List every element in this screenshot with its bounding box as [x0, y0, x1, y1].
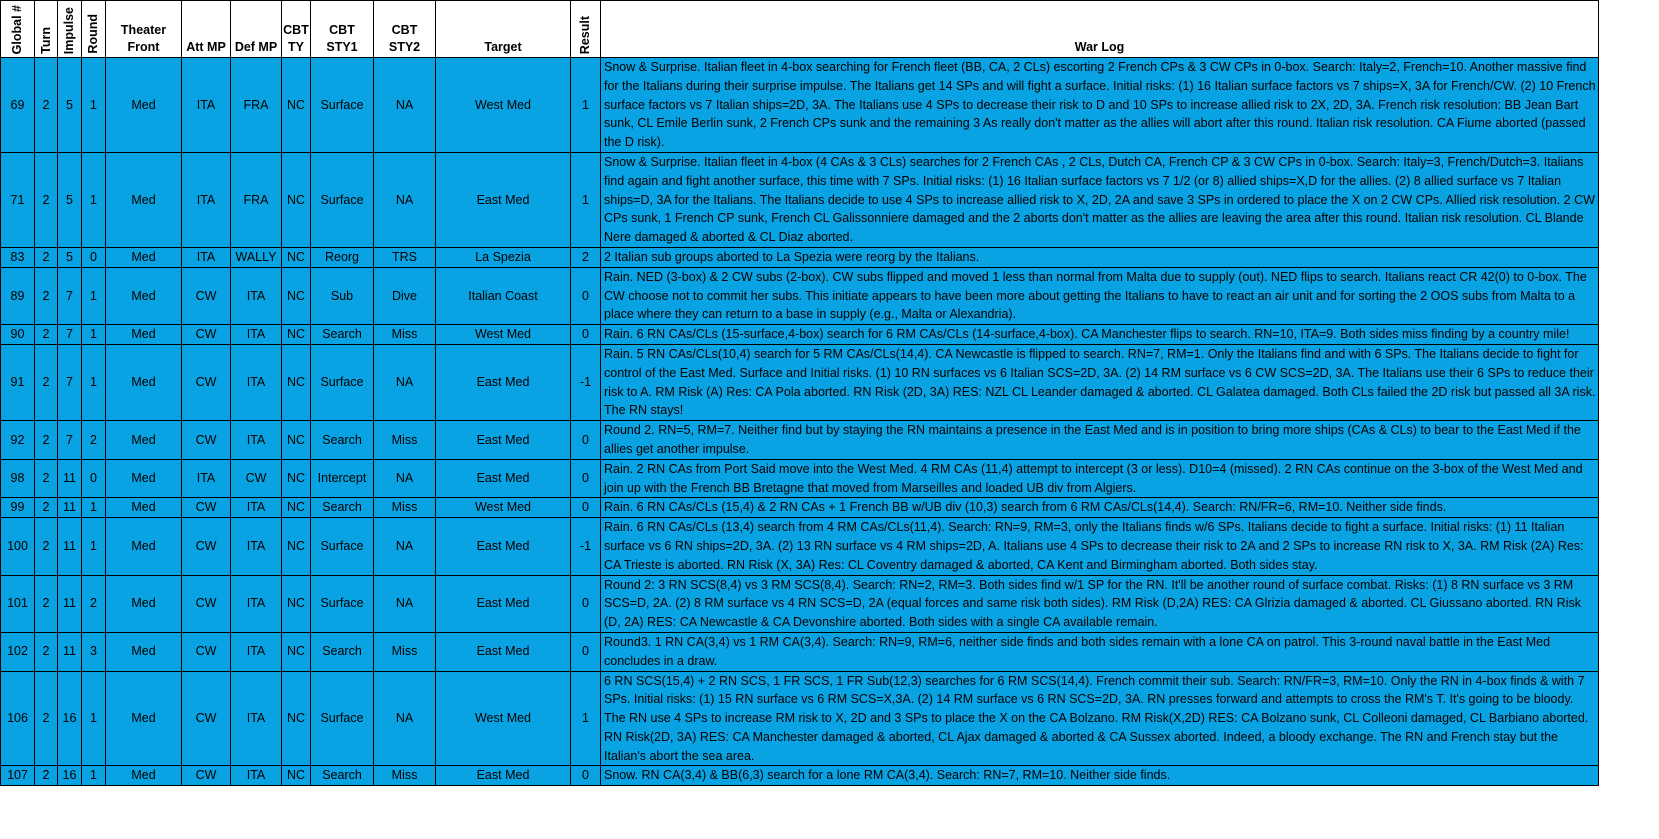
cell-result: 0: [571, 459, 601, 498]
cell-turn: 2: [35, 325, 58, 345]
cell-round: 1: [82, 766, 106, 786]
cell-cbt-sty2: NA: [374, 575, 436, 632]
header-target: Target: [436, 1, 571, 58]
cell-global: 69: [1, 58, 35, 153]
cell-global: 101: [1, 575, 35, 632]
cell-att-mp: CW: [182, 518, 231, 575]
cell-impulse: 11: [58, 498, 82, 518]
table-row: [1, 267, 1599, 324]
cell-target: West Med: [436, 58, 571, 153]
cell-round: 1: [82, 518, 106, 575]
cell-turn: 2: [35, 344, 58, 420]
cell-target: East Med: [436, 459, 571, 498]
header-war-log: War Log: [601, 1, 1599, 58]
header-global: Global #: [1, 1, 35, 58]
cell-impulse: 11: [58, 575, 82, 632]
cell-global: 90: [1, 325, 35, 345]
header-row: [1, 1, 1599, 58]
table-row: [1, 575, 1599, 632]
cell-def-mp: ITA: [231, 421, 282, 460]
cell-def-mp: CW: [231, 459, 282, 498]
cell-impulse: 11: [58, 632, 82, 671]
cell-impulse: 11: [58, 459, 82, 498]
cell-cbt-sty1: Search: [311, 421, 374, 460]
cell-round: 1: [82, 58, 106, 153]
cell-target: East Med: [436, 575, 571, 632]
table-row: [1, 325, 1599, 345]
cell-target: La Spezia: [436, 247, 571, 267]
header-result: Result: [571, 1, 601, 58]
cell-result: 2: [571, 247, 601, 267]
cell-war-log: Rain. NED (3-box) & 2 CW subs (2-box). CW subs flipped and moved 1 less than normal from Malta due to supply (out). NED flips to search. Italians react CR 42(0) to 0-box. The CW choose not to commit her subs. This initiate appears to have been more about getting the Italians to have to react an air unit and for sorting the 2 OOS subs from Malta to a place where they can return to a base in supply (e.g., Malta or Alexandria).: [601, 267, 1599, 324]
cell-war-log: Round 2. RN=5, RM=7. Neither find but by staying the RN maintains a presence in the East Med and is in position to bring more ships (CAs & CLs) to bear to the East Med if the allies get another impulse.: [601, 421, 1599, 460]
cell-turn: 2: [35, 152, 58, 247]
cell-target: East Med: [436, 152, 571, 247]
cell-global: 98: [1, 459, 35, 498]
cell-att-mp: CW: [182, 344, 231, 420]
cell-cbt-sty1: Sub: [311, 267, 374, 324]
cell-target: Italian Coast: [436, 267, 571, 324]
cell-def-mp: ITA: [231, 498, 282, 518]
cell-def-mp: FRA: [231, 152, 282, 247]
header-cbt-sty1: CBT STY1: [311, 1, 374, 58]
cell-att-mp: CW: [182, 766, 231, 786]
cell-theater-front: Med: [106, 247, 182, 267]
cell-cbt-sty2: Miss: [374, 632, 436, 671]
cell-cbt-sty1: Search: [311, 325, 374, 345]
cell-turn: 2: [35, 421, 58, 460]
cell-result: 0: [571, 267, 601, 324]
cell-cbt-sty2: NA: [374, 152, 436, 247]
cell-impulse: 7: [58, 344, 82, 420]
cell-cbt-sty1: Search: [311, 766, 374, 786]
cell-turn: 2: [35, 671, 58, 766]
table-row: [1, 632, 1599, 671]
cell-cbt-sty2: Miss: [374, 766, 436, 786]
cell-global: 99: [1, 498, 35, 518]
table-row: [1, 498, 1599, 518]
cell-war-log: Snow & Surprise. Italian fleet in 4-box searching for French fleet (BB, CA, 2 CLs) escorting 2 French CPs & 3 CW CPs in 0-box. Search: Italy=2, French=10. Another massive find for the Italians during their surprise impulse. The Italians get 14 SPs and will fight a surface. Initial risks: (1) 16 Italian surface factors vs 7 ships=X, 3A for French/CW. (2) 10 French surface factors vs 7 Italian ships=2D, 3A. The Italians use 4 SPs to decrease their risk to D and 10 SPs to increase allied risk to 2X, 2D, 3A. French risk resolution: BB Jean Bart sunk, CL Emile Berlin sunk, 2 French CPs sunk and the remaining 3 As really don't matter as the allies will abort after this round. Italian risk resolution. CA Fiume aborted (passed the D risk).: [601, 58, 1599, 153]
cell-target: East Med: [436, 766, 571, 786]
cell-att-mp: CW: [182, 498, 231, 518]
cell-turn: 2: [35, 58, 58, 153]
cell-cbt-ty: NC: [282, 518, 311, 575]
cell-turn: 2: [35, 575, 58, 632]
cell-turn: 2: [35, 498, 58, 518]
cell-turn: 2: [35, 459, 58, 498]
cell-theater-front: Med: [106, 766, 182, 786]
cell-round: 1: [82, 267, 106, 324]
cell-cbt-ty: NC: [282, 421, 311, 460]
header-cbt-ty: CBT TY: [282, 1, 311, 58]
table-row: [1, 459, 1599, 498]
cell-impulse: 11: [58, 518, 82, 575]
cell-cbt-sty2: NA: [374, 671, 436, 766]
cell-att-mp: CW: [182, 671, 231, 766]
cell-cbt-sty1: Surface: [311, 58, 374, 153]
cell-def-mp: ITA: [231, 325, 282, 345]
cell-round: 1: [82, 152, 106, 247]
cell-global: 102: [1, 632, 35, 671]
cell-def-mp: ITA: [231, 575, 282, 632]
cell-theater-front: Med: [106, 671, 182, 766]
cell-cbt-ty: NC: [282, 152, 311, 247]
cell-impulse: 5: [58, 152, 82, 247]
table-row: [1, 671, 1599, 766]
cell-war-log: Rain. 2 RN CAs from Port Said move into the West Med. 4 RM CAs (11,4) attempt to intercept (3 or less). D10=4 (missed). 2 RN CAs continue on the 3-box of the West Med and join up with the French BB Bretagne that moved from Marseilles and loaded UB div from Algiers.: [601, 459, 1599, 498]
cell-war-log: Snow. RN CA(3,4) & BB(6,3) search for a lone RM CA(3,4). Search: RN=7, RM=10. Neither side finds.: [601, 766, 1599, 786]
cell-cbt-sty2: NA: [374, 58, 436, 153]
cell-global: 71: [1, 152, 35, 247]
header-impulse: Impulse: [58, 1, 82, 58]
cell-global: 83: [1, 247, 35, 267]
header-turn: Turn: [35, 1, 58, 58]
cell-war-log: Snow & Surprise. Italian fleet in 4-box (4 CAs & 3 CLs) searches for 2 French CAs , 2 CLs, Dutch CA, French CP & 3 CW CPs in 0-box. Search: Italy=3, French/Dutch=3. Italians find again and fight another surface, this time with 7 SPs. Initial risks: (1) 16 Italian surface factors vs 7 1/2 (or 8) allied ships=X,D for the allies. (2) 8 allied surface vs 7 Italian ships=D, 3A for the Italians. The Italians decide to use 4 SPs to increase allied risk to X, 2D, 2A and save 3 SPs in ordered to place the X on 2 CW CPs. Allied risk resolution. 2 CW CPs sunk, 1 French CP sunk, French CL Galissonniere damaged and the 2 aborts don't matter as the allies are leaving the area after this round. Italian risk resolution. CL Blande Nere damaged & aborted & CL Diaz aborted.: [601, 152, 1599, 247]
cell-cbt-ty: NC: [282, 671, 311, 766]
cell-cbt-sty1: Surface: [311, 575, 374, 632]
cell-cbt-ty: NC: [282, 766, 311, 786]
table-row: [1, 58, 1599, 153]
table-row: [1, 766, 1599, 786]
cell-theater-front: Med: [106, 421, 182, 460]
cell-war-log: Rain. 5 RN CAs/CLs(10,4) search for 5 RM CAs/CLs(14,4). CA Newcastle is flipped to search. RN=7, RM=1. Only the Italians find and with 6 SPs. The Italians decide to fight for control of the East Med. Surface and Initial risks. (1) 10 RN surfaces vs 6 Italian SCS=2D, 3A. (2) 14 RM surface vs 6 CW SCS=2D, 3A. The Italians use their 6 SPs to reduce their risk to A. RM Risk (A) Res: CA Pola aborted. RN Risk (2D, 3A) RES: NZL CL Leander damaged & aborted. CL Galatea damaged. Both CLs failed the 2D risk but passed all 3A risk. The RN stays!: [601, 344, 1599, 420]
cell-cbt-sty2: NA: [374, 518, 436, 575]
cell-turn: 2: [35, 766, 58, 786]
cell-war-log: Rain. 6 RN CAs/CLs (13,4) search from 4 RM CAs/CLs(11,4). Search: RN=9, RM=3, only the Italians finds w/6 SPs. Italians decide to fight a surface. Initial risks: (1) 11 Italian surface vs 6 RN ships=2D, 3A. (2) 13 RN surface vs 4 RM ships=2D, A. Italians use 4 SPs to decrease their risk to 2A and 2 SPs to increase RN risk to X, 3A. RM Risk (2A) Res: CA Trieste is aborted. RN Risk (X, 3A) Res: CL Coventry damaged & aborted, CA Kent and Birmingham aborted. Both sides stay.: [601, 518, 1599, 575]
cell-theater-front: Med: [106, 632, 182, 671]
cell-cbt-ty: NC: [282, 459, 311, 498]
cell-global: 89: [1, 267, 35, 324]
header-att-mp: Att MP: [182, 1, 231, 58]
cell-cbt-sty1: Search: [311, 632, 374, 671]
cell-cbt-sty1: Surface: [311, 671, 374, 766]
header-def-mp: Def MP: [231, 1, 282, 58]
cell-round: 1: [82, 325, 106, 345]
cell-round: 3: [82, 632, 106, 671]
cell-impulse: 7: [58, 267, 82, 324]
cell-result: 0: [571, 498, 601, 518]
cell-global: 92: [1, 421, 35, 460]
table-row: [1, 152, 1599, 247]
cell-theater-front: Med: [106, 325, 182, 345]
cell-target: East Med: [436, 344, 571, 420]
cell-att-mp: ITA: [182, 152, 231, 247]
cell-target: East Med: [436, 518, 571, 575]
cell-cbt-ty: NC: [282, 247, 311, 267]
cell-war-log: Rain. 6 RN CAs/CLs (15,4) & 2 RN CAs + 1 French BB w/UB div (10,3) search from 6 RM CAs/CLs(14,4). Search: RN/FR=6, RM=10. Neither side finds.: [601, 498, 1599, 518]
cell-cbt-sty2: TRS: [374, 247, 436, 267]
cell-att-mp: CW: [182, 267, 231, 324]
cell-att-mp: ITA: [182, 459, 231, 498]
cell-result: 0: [571, 325, 601, 345]
cell-theater-front: Med: [106, 498, 182, 518]
cell-round: 1: [82, 344, 106, 420]
cell-war-log: Round 2: 3 RN SCS(8,4) vs 3 RM SCS(8,4). Search: RN=2, RM=3. Both sides find w/1 SP for the RN. It'll be another round of surface combat. Risks: (1) 8 RN surface vs 3 RM SCS=D, 2A. (2) 8 RM surface vs 4 RN SCS=D, 2A (equal forces and same risk both sides). RM Risk (D,2A) RES: CA Glrizia damaged & aborted. CL Giussano aborted. RN Risk (D, 2A) RES: CA Newcastle & CA Devonshire aborted. Both sides with a single CA available remain.: [601, 575, 1599, 632]
cell-target: West Med: [436, 325, 571, 345]
cell-turn: 2: [35, 247, 58, 267]
cell-theater-front: Med: [106, 575, 182, 632]
cell-global: 91: [1, 344, 35, 420]
cell-impulse: 7: [58, 421, 82, 460]
cell-cbt-sty1: Reorg: [311, 247, 374, 267]
cell-cbt-sty2: Miss: [374, 325, 436, 345]
cell-cbt-ty: NC: [282, 575, 311, 632]
cell-cbt-sty2: Miss: [374, 498, 436, 518]
table-row: [1, 247, 1599, 267]
cell-result: -1: [571, 518, 601, 575]
cell-cbt-sty2: Miss: [374, 421, 436, 460]
cell-turn: 2: [35, 267, 58, 324]
cell-att-mp: CW: [182, 421, 231, 460]
cell-att-mp: CW: [182, 325, 231, 345]
cell-cbt-ty: NC: [282, 325, 311, 345]
cell-global: 107: [1, 766, 35, 786]
cell-att-mp: ITA: [182, 247, 231, 267]
cell-result: 1: [571, 152, 601, 247]
cell-result: 1: [571, 58, 601, 153]
table-row: [1, 518, 1599, 575]
cell-war-log: Rain. 6 RN CAs/CLs (15-surface,4-box) search for 6 RM CAs/CLs (14-surface,4-box). CA Manchester flips to search. RN=10, ITA=9. Both sides miss finding by a country mile!: [601, 325, 1599, 345]
cell-cbt-sty2: NA: [374, 344, 436, 420]
cell-cbt-ty: NC: [282, 498, 311, 518]
cell-result: 1: [571, 671, 601, 766]
cell-cbt-sty2: NA: [374, 459, 436, 498]
cell-result: 0: [571, 575, 601, 632]
cell-def-mp: FRA: [231, 58, 282, 153]
cell-cbt-sty1: Surface: [311, 344, 374, 420]
cell-cbt-ty: NC: [282, 58, 311, 153]
header-round: Round: [82, 1, 106, 58]
cell-cbt-ty: NC: [282, 267, 311, 324]
cell-cbt-sty1: Surface: [311, 152, 374, 247]
cell-def-mp: ITA: [231, 518, 282, 575]
cell-cbt-sty1: Search: [311, 498, 374, 518]
cell-round: 2: [82, 421, 106, 460]
cell-impulse: 5: [58, 247, 82, 267]
cell-target: West Med: [436, 671, 571, 766]
cell-turn: 2: [35, 632, 58, 671]
cell-def-mp: ITA: [231, 267, 282, 324]
cell-round: 1: [82, 498, 106, 518]
cell-target: East Med: [436, 632, 571, 671]
cell-cbt-sty1: Surface: [311, 518, 374, 575]
cell-impulse: 5: [58, 58, 82, 153]
cell-result: 0: [571, 421, 601, 460]
cell-impulse: 16: [58, 671, 82, 766]
cell-round: 0: [82, 459, 106, 498]
cell-turn: 2: [35, 518, 58, 575]
cell-result: 0: [571, 766, 601, 786]
cell-cbt-sty2: Dive: [374, 267, 436, 324]
table-row: [1, 344, 1599, 420]
cell-impulse: 7: [58, 325, 82, 345]
cell-att-mp: ITA: [182, 58, 231, 153]
cell-global: 106: [1, 671, 35, 766]
cell-target: East Med: [436, 421, 571, 460]
cell-theater-front: Med: [106, 459, 182, 498]
table-row: [1, 421, 1599, 460]
cell-result: -1: [571, 344, 601, 420]
cell-theater-front: Med: [106, 58, 182, 153]
cell-def-mp: WALLY: [231, 247, 282, 267]
cell-cbt-sty1: Intercept: [311, 459, 374, 498]
cell-att-mp: CW: [182, 575, 231, 632]
cell-theater-front: Med: [106, 344, 182, 420]
cell-def-mp: ITA: [231, 671, 282, 766]
cell-theater-front: Med: [106, 267, 182, 324]
header-cbt-sty2: CBT STY2: [374, 1, 436, 58]
cell-def-mp: ITA: [231, 344, 282, 420]
cell-cbt-ty: NC: [282, 632, 311, 671]
cell-result: 0: [571, 632, 601, 671]
cell-round: 2: [82, 575, 106, 632]
cell-impulse: 16: [58, 766, 82, 786]
cell-war-log: 6 RN SCS(15,4) + 2 RN SCS, 1 FR SCS, 1 FR Sub(12,3) searches for 6 RM SCS(14,4). French commit their sub. Search: RN/FR=3, RM=10. Only the RN in 4-box finds & with 7 SPs. Initial risks: (1) 15 RN surface vs 6 RM SCS=X,3A. (2) 14 RM surface vs 6 RN SCS=2D, 3A. RN presses forward and attempts to cross the RM's T. It's going to be bloody. The RN use 4 SPs to increase RM risk to X, 2D and 3 SPs to place the X on the CA Bolzano. RM Risk(X,2D) RES: CA Bolzano sunk, CL Colleoni damaged, CL Barbiano aborted. RN Risk(2D, 3A) RES: CA Manchester damaged & aborted, CL Ajax damaged & aborted & CA Sussex aborted. Indeed, a bloody exchange. The RN and French stay but the Italian's abort the sea area.: [601, 671, 1599, 766]
cell-cbt-ty: NC: [282, 344, 311, 420]
cell-att-mp: CW: [182, 632, 231, 671]
cell-war-log: Round3. 1 RN CA(3,4) vs 1 RM CA(3,4). Search: RN=9, RM=6, neither side finds and both sides remain with a lone CA on patrol. This 3-round naval battle in the East Med concludes in a draw.: [601, 632, 1599, 671]
cell-round: 1: [82, 671, 106, 766]
cell-target: West Med: [436, 498, 571, 518]
cell-round: 0: [82, 247, 106, 267]
cell-war-log: 2 Italian sub groups aborted to La Spezia were reorg by the Italians.: [601, 247, 1599, 267]
cell-global: 100: [1, 518, 35, 575]
cell-theater-front: Med: [106, 152, 182, 247]
header-theater-front: Theater Front: [106, 1, 182, 58]
cell-theater-front: Med: [106, 518, 182, 575]
cell-def-mp: ITA: [231, 632, 282, 671]
cell-def-mp: ITA: [231, 766, 282, 786]
